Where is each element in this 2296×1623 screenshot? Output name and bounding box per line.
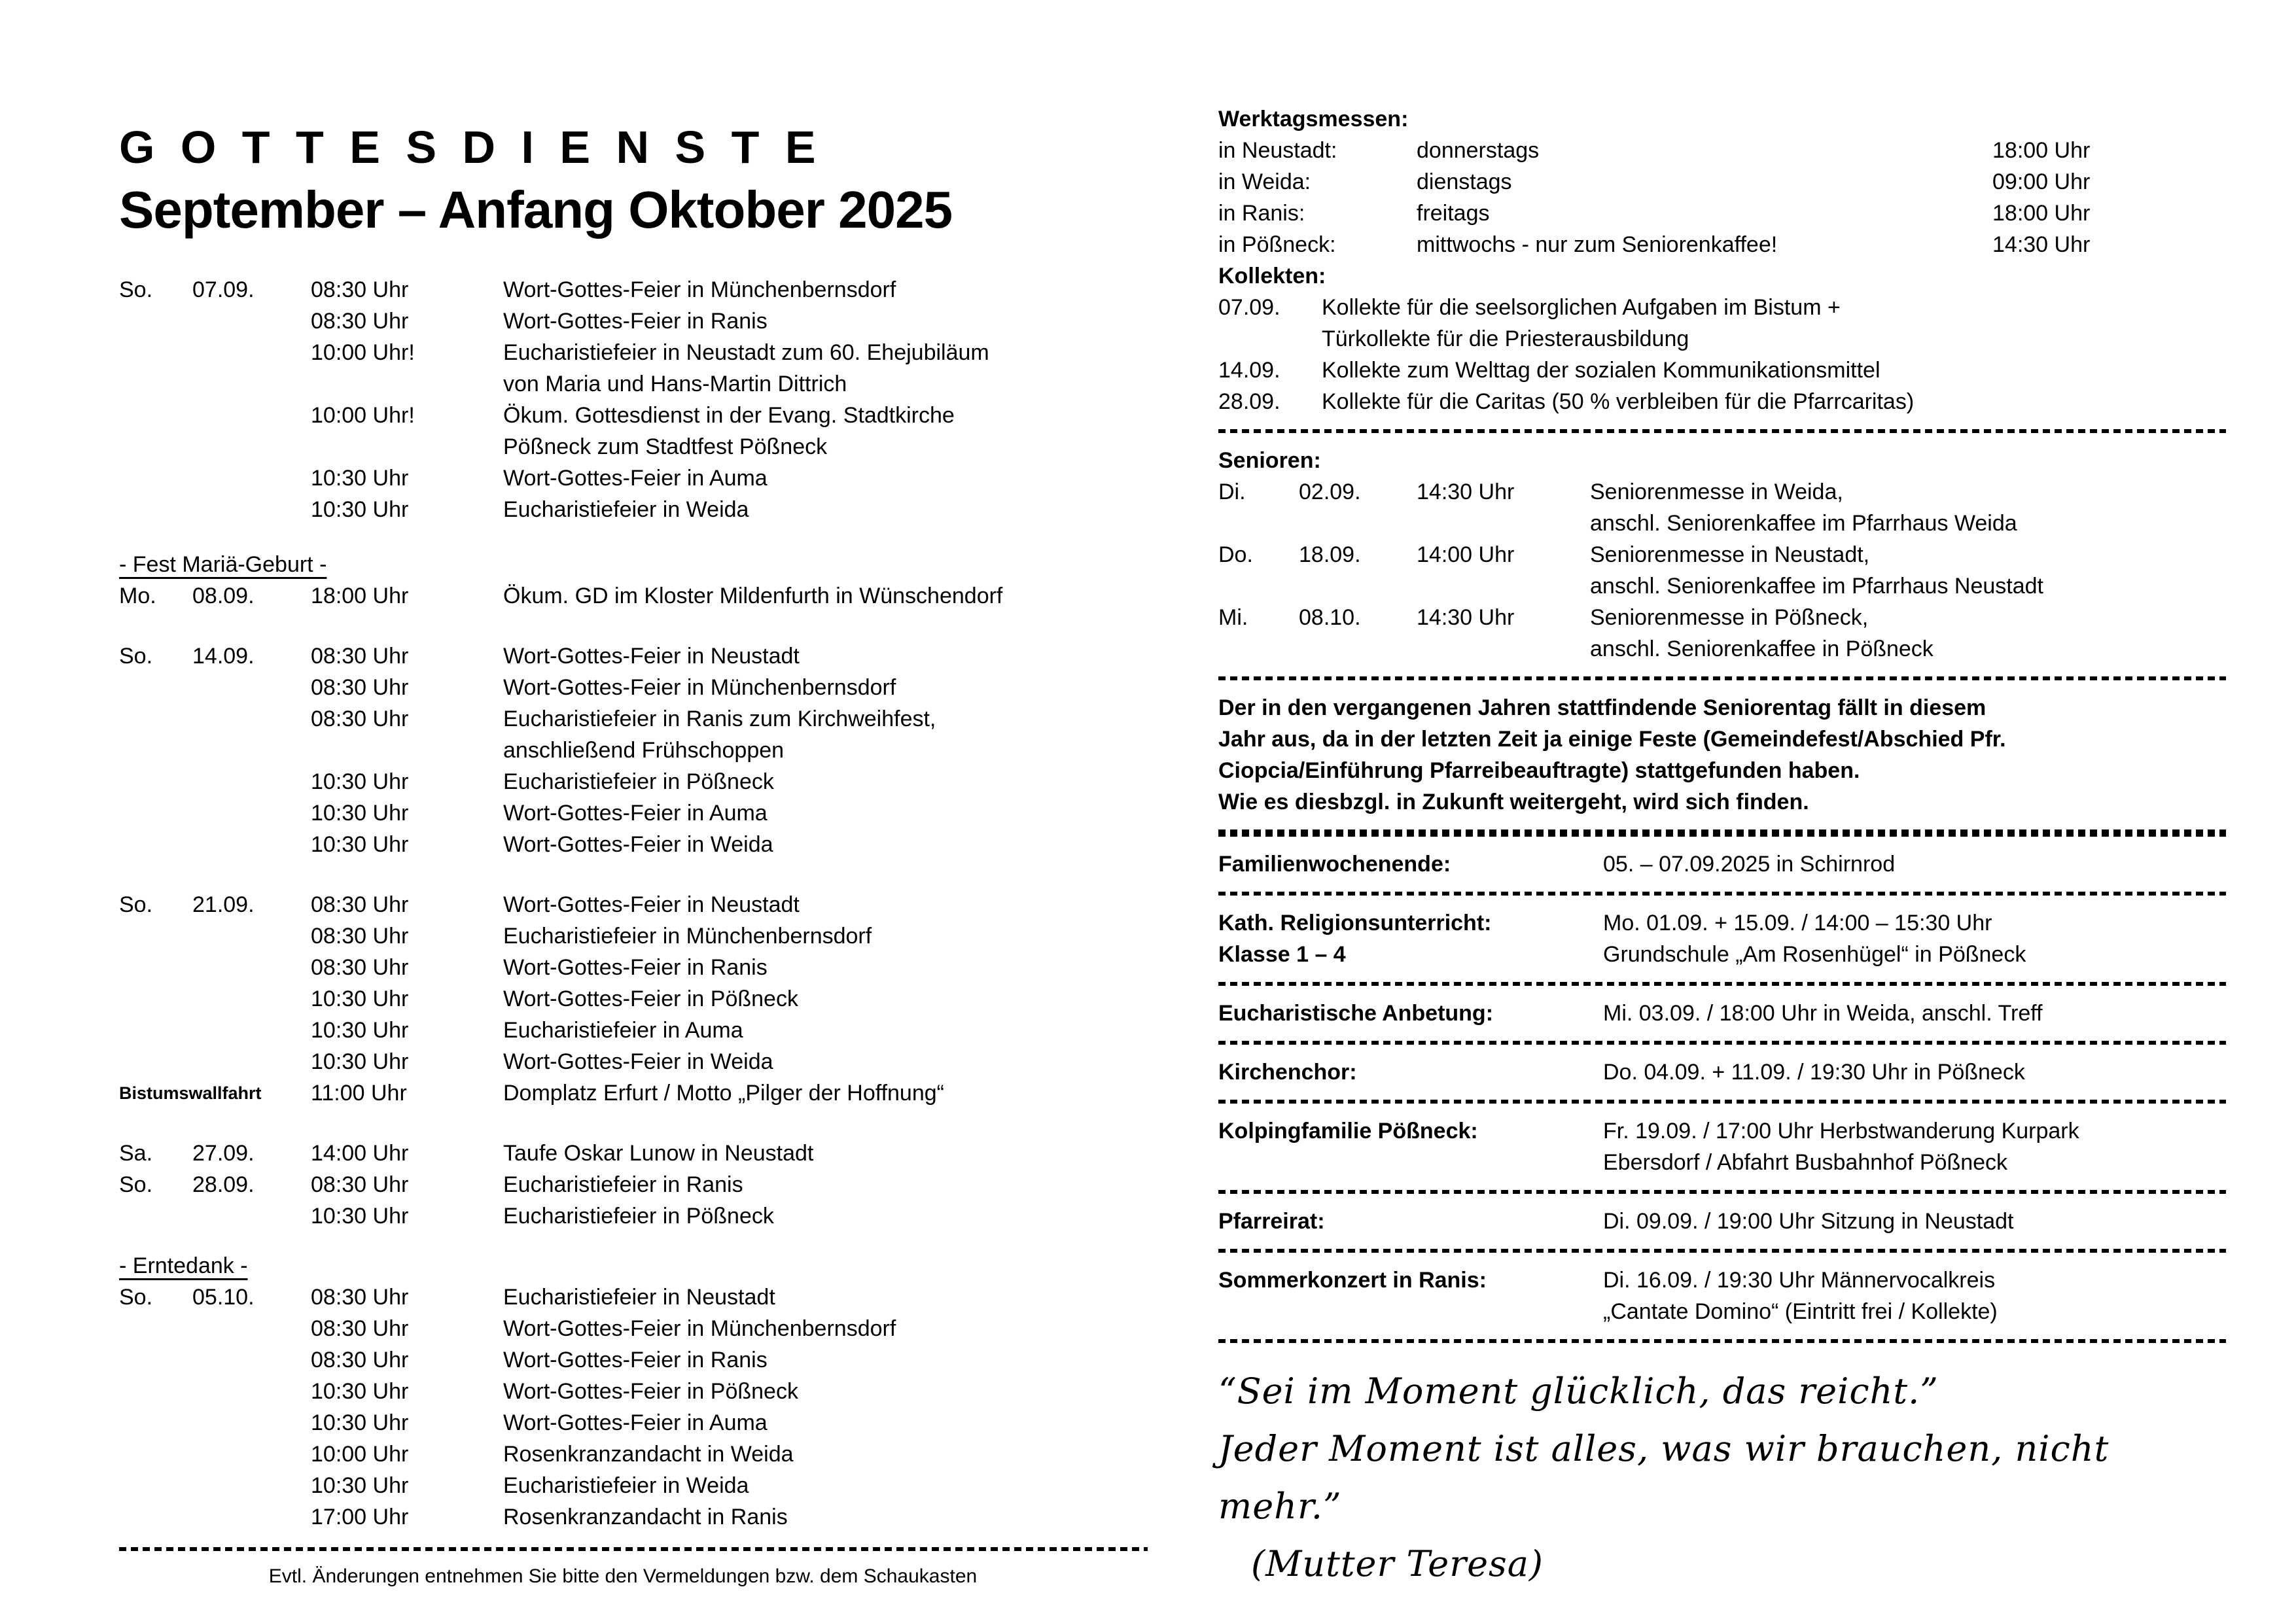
notice-line: Ciopcia/Einführung Pfarreibeauftragte) stattgefunden haben. [1218,758,1860,783]
desc-cell [503,400,1148,462]
day-cell [119,337,192,400]
time-cell: 11:00 Uhr [311,1081,407,1106]
weekday-cell: donnerstags [1417,138,1540,163]
date-cell [192,952,311,983]
info-value-line: Mo. 01.09. + 15.09. / 14:00 – 15:30 Uhr [1603,911,1992,935]
desc-cell: Wort-Gottes-Feier in Auma [503,801,768,826]
desc-cell: Wort-Gottes-Feier in Pößneck [503,1379,798,1404]
weekday-cell: freitags [1417,201,1490,226]
senioren-row [1218,602,2226,665]
desc-cell [503,337,1148,400]
date-cell [192,400,311,462]
time-cell: 10:30 Uhr [311,1473,409,1498]
time-cell: 10:30 Uhr [311,497,409,522]
time-cell: 10:30 Uhr [311,1379,409,1404]
day-cell: So. [119,892,153,917]
date-cell: 27.09. [192,1141,255,1166]
dashed-divider [119,1547,1148,1551]
desc-line: Eucharistiefeier in Neustadt zum 60. Ehejubiläum [503,340,989,365]
services-column [119,121,1148,1590]
day-cell [119,766,192,797]
notice-line: Der in den vergangenen Jahren stattfindende Seniorentag fällt in diesem [1218,695,1987,720]
desc-cell: Wort-Gottes-Feier in Neustadt [503,892,800,917]
date-cell [192,1470,311,1501]
day-cell [119,1439,192,1470]
weekday-mass-row [1218,198,2226,229]
service-group [119,580,1148,612]
kollekte-text: Kollekte zum Welttag der sozialen Kommunikationsmittel [1322,358,1881,383]
notice-line: Wie es diesbzgl. in Zukunft weitergeht, wird sich finden. [1218,790,1809,814]
day-cell [119,462,192,494]
date-cell [192,1376,311,1407]
date-cell [192,766,311,797]
time-cell: 14:30 Uhr [1417,480,1515,504]
desc-cell: Wort-Gottes-Feier in Neustadt [503,644,800,669]
day-cell [119,797,192,829]
desc-line: Ökum. Gottesdienst in der Evang. Stadtkirche [503,403,955,428]
date-cell: 28.09. [1218,389,1280,414]
date-cell [192,494,311,525]
time-cell: 10:00 Uhr! [311,403,415,428]
desc-cell [1590,602,2226,665]
day-cell [119,1015,192,1046]
info-label: Familienwochenende: [1218,852,1451,877]
date-cell [192,1015,311,1046]
desc-line: Seniorenmesse in Neustadt, [1590,542,1870,567]
info-label-line: Kath. Religionsunterricht: [1218,911,1492,935]
desc-cell: Wort-Gottes-Feier in Pößneck [503,986,798,1011]
desc-line: anschl. Seniorenkaffee in Pößneck [1590,637,1934,661]
day-cell: So. [119,1172,153,1197]
weekday-mass-row [1218,135,2226,166]
time-cell: 08:30 Uhr [311,1348,409,1372]
time-cell: 08:30 Uhr [311,955,409,980]
date-cell: 28.09. [192,1172,255,1197]
kollekte-row [1218,386,2226,417]
info-value: Di. 09.09. / 19:00 Uhr Sitzung in Neustadt [1603,1209,2014,1234]
mother-teresa-quote [1218,1363,2226,1593]
day-cell: Mi. [1218,605,1248,630]
kollekte-text [1322,292,2226,355]
senioren-heading: Senioren: [1218,448,1321,473]
info-value: 05. – 07.09.2025 in Schirnrod [1603,852,1896,877]
time-cell: 14:00 Uhr [311,1141,409,1166]
info-label-line: Klasse 1 – 4 [1218,942,1346,967]
desc-cell: Eucharistiefeier in Weida [503,1473,749,1498]
date-cell: 18.09. [1299,542,1361,567]
info-label [1218,907,1603,970]
time-cell: 10:00 Uhr! [311,340,415,365]
desc-line: anschl. Seniorenkaffee im Pfarrhaus Neustadt [1590,574,2043,599]
desc-cell: Wort-Gottes-Feier in Weida [503,832,773,857]
place-cell: in Weida: [1218,169,1311,194]
day-cell [119,1344,192,1376]
werktagsmessen-heading: Werktagsmessen: [1218,107,1409,131]
dashed-divider [1218,1041,2226,1045]
info-label: Kirchenchor: [1218,1060,1357,1085]
desc-line: Pößneck zum Stadtfest Pößneck [503,434,828,459]
time-cell: 08:30 Uhr [311,675,409,700]
section-label-maria-geburt: - Fest Mariä-Geburt - [119,552,327,577]
date-cell [192,305,311,337]
desc-cell: Eucharistiefeier in Münchenbernsdorf [503,924,872,949]
desc-cell: Eucharistiefeier in Ranis [503,1172,743,1197]
date-cell [192,1200,311,1232]
desc-cell: Eucharistiefeier in Weida [503,497,749,522]
day-cell [119,920,192,952]
info-value-line: Grundschule „Am Rosenhügel“ in Pößneck [1603,942,2026,967]
time-cell: 08:30 Uhr [311,707,409,731]
service-group [119,640,1148,860]
section-label-erntedank: - Erntedank - [119,1253,248,1278]
info-value [1603,907,2226,970]
day-cell [119,305,192,337]
time-cell: 14:30 Uhr [1992,232,2091,257]
desc-cell: Eucharistiefeier in Neustadt [503,1285,775,1310]
date-cell [192,1407,311,1439]
time-cell: 14:00 Uhr [1417,542,1515,567]
day-cell [119,952,192,983]
time-cell: 14:30 Uhr [1417,605,1515,630]
footer-note: Evtl. Änderungen entnehmen Sie bitte den Vermeldungen bzw. dem Schaukasten [268,1565,978,1587]
time-cell: 10:30 Uhr [311,801,409,826]
kollekte-text: Kollekte für die Caritas (50 % verbleiben für die Pfarrcaritas) [1322,389,1915,414]
desc-cell: Ökum. GD im Kloster Mildenfurth in Wünschendorf [503,584,1003,608]
dashed-divider [1218,1190,2226,1194]
kollekte-line: Türkollekte für die Priesterausbildung [1322,326,1689,351]
date-cell: 02.09. [1299,480,1361,504]
info-value-line: Fr. 19.09. / 17:00 Uhr Herbstwanderung Kurpark [1603,1119,2079,1143]
date-cell [192,462,311,494]
day-cell [119,1501,192,1533]
day-cell [119,672,192,703]
day-cell [119,1200,192,1232]
time-cell: 09:00 Uhr [1992,169,2091,194]
date-cell: 07.09. [192,277,255,302]
page-subtitle: September – Anfang Oktober 2025 [119,181,953,239]
date-cell [192,1046,311,1077]
day-cell: Sa. [119,1141,153,1166]
weekday-cell: dienstags [1417,169,1512,194]
desc-line: anschl. Seniorenkaffee im Pfarrhaus Weida [1590,511,2017,536]
desc-cell: Rosenkranzandacht in Weida [503,1442,794,1467]
info-value-line: Ebersdorf / Abfahrt Busbahnhof Pößneck [1603,1150,2008,1175]
desc-cell: Wort-Gottes-Feier in Weida [503,1049,773,1074]
time-cell: 10:30 Uhr [311,769,409,794]
date-cell: 14.09. [1218,358,1280,383]
dashed-divider [1218,892,2226,896]
weekday-mass-row [1218,229,2226,260]
desc-cell: Wort-Gottes-Feier in Münchenbernsdorf [503,277,896,302]
info-row-kolpingfamilie [1218,1115,2226,1178]
kollekte-line: Kollekte für die seelsorglichen Aufgaben im Bistum + [1322,295,1841,320]
seniorentag-notice [1218,692,2226,818]
time-cell: 18:00 Uhr [1992,138,2091,163]
date-cell: 21.09. [192,892,255,917]
day-cell [119,1313,192,1344]
place-cell: in Neustadt: [1218,138,1337,163]
date-cell [192,337,311,400]
desc-cell: Domplatz Erfurt / Motto „Pilger der Hoffnung“ [503,1081,944,1106]
date-cell: 08.09. [192,584,255,608]
dashed-divider [1218,1339,2226,1343]
notice-line: Jahr aus, da in der letzten Zeit ja einige Feste (Gemeindefest/Abschied Pfr. [1218,727,2006,752]
date-cell [192,920,311,952]
day-cell: So. [119,644,153,669]
day-cell [119,1470,192,1501]
dashed-divider [1218,429,2226,433]
time-cell: 18:00 Uhr [311,584,409,608]
desc-cell: Wort-Gottes-Feier in Ranis [503,1348,768,1372]
desc-cell: Rosenkranzandacht in Ranis [503,1505,788,1529]
desc-line: Seniorenmesse in Pößneck, [1590,605,1869,630]
day-cell: Di. [1218,480,1246,504]
info-value: Do. 04.09. + 11.09. / 19:30 Uhr in Pößneck [1603,1060,2025,1085]
day-cell [119,703,192,766]
info-row-kirchenchor [1218,1056,2226,1088]
desc-cell: Wort-Gottes-Feier in Auma [503,466,768,491]
time-cell: 08:30 Uhr [311,277,409,302]
time-cell: 18:00 Uhr [1992,201,2091,226]
date-cell: 08.10. [1299,605,1361,630]
desc-cell: Wort-Gottes-Feier in Münchenbernsdorf [503,1316,896,1341]
date-cell [192,672,311,703]
time-cell: 08:30 Uhr [311,309,409,334]
place-cell: in Pößneck: [1218,232,1336,257]
desc-line: anschließend Frühschoppen [503,738,785,763]
quote-attribution: (Mutter Teresa) [1251,1543,1544,1584]
day-cell: Do. [1218,542,1253,567]
date-cell: 14.09. [192,644,255,669]
desc-cell: Wort-Gottes-Feier in Münchenbernsdorf [503,675,896,700]
service-group [119,889,1148,1109]
announcements-column [1218,103,2226,1593]
day-cell [119,1376,192,1407]
desc-cell [1590,476,2226,539]
date-cell [192,1501,311,1533]
time-cell: 10:30 Uhr [311,1204,409,1229]
time-cell: 10:00 Uhr [311,1442,409,1467]
time-cell: 10:30 Uhr [311,832,409,857]
day-cell [119,1407,192,1439]
desc-cell: Eucharistiefeier in Pößneck [503,1204,774,1229]
date-cell [192,1439,311,1470]
weekday-cell: mittwochs - nur zum Seniorenkaffee! [1417,232,1778,257]
time-cell: 17:00 Uhr [311,1505,409,1529]
info-value [1603,1265,2226,1327]
info-label: Sommerkonzert in Ranis: [1218,1268,1487,1293]
quote-line: “Sei im Moment glücklich, das reicht.” [1218,1370,1939,1412]
day-cell [119,829,192,860]
place-cell: in Ranis: [1218,201,1305,226]
info-row-anbetung [1218,998,2226,1029]
date-cell [192,1313,311,1344]
day-cell: So. [119,1285,153,1310]
page-title: G O T T E S D I E N S T E [119,122,822,173]
dashed-divider [1218,1100,2226,1104]
date-cell [192,703,311,766]
day-cell: Mo. [119,584,156,608]
dashed-divider [1218,676,2226,680]
time-cell: 08:30 Uhr [311,1172,409,1197]
info-value-line: Di. 16.09. / 19:30 Uhr Männervocalkreis [1603,1268,1996,1293]
quote-line: Jeder Moment ist alles, was wir brauchen, nicht mehr.” [1218,1428,2110,1527]
service-group [119,1138,1148,1232]
desc-cell: Eucharistiefeier in Auma [503,1018,743,1043]
date-cell [192,797,311,829]
date-cell [192,1344,311,1376]
weekday-mass-row [1218,166,2226,198]
service-group [119,1282,1148,1533]
desc-cell [1590,539,2226,602]
info-label: Pfarreirat: [1218,1209,1325,1234]
day-cell: So. [119,277,153,302]
dashed-divider [1218,982,2226,986]
time-cell: 10:30 Uhr [311,986,409,1011]
info-row-sommerkonzert [1218,1265,2226,1327]
desc-cell: Eucharistiefeier in Pößneck [503,769,774,794]
kollekte-row [1218,292,2226,355]
day-cell [119,494,192,525]
bistumswallfahrt-label: Bistumswallfahrt [119,1083,262,1103]
desc-line: Eucharistiefeier in Ranis zum Kirchweihfest, [503,707,936,731]
desc-cell: Wort-Gottes-Feier in Auma [503,1410,768,1435]
kollekten-heading: Kollekten: [1218,264,1326,288]
service-group [119,274,1148,525]
senioren-row [1218,476,2226,539]
date-cell: 07.09. [1218,295,1280,320]
desc-line: Seniorenmesse in Weida, [1590,480,1843,504]
date-cell [192,829,311,860]
day-cell [119,983,192,1015]
time-cell: 10:30 Uhr [311,1018,409,1043]
time-cell: 08:30 Uhr [311,924,409,949]
time-cell: 08:30 Uhr [311,892,409,917]
time-cell: 08:30 Uhr [311,644,409,669]
time-cell: 10:30 Uhr [311,1049,409,1074]
date-cell: 05.10. [192,1285,255,1310]
info-row-pfarreirat [1218,1206,2226,1237]
info-label: Eucharistische Anbetung: [1218,1001,1494,1026]
desc-line: von Maria und Hans-Martin Dittrich [503,372,847,396]
info-row-religionsunterricht [1218,907,2226,970]
info-value [1603,1115,2226,1178]
time-cell: 10:30 Uhr [311,466,409,491]
desc-cell: Wort-Gottes-Feier in Ranis [503,309,768,334]
day-cell [119,1046,192,1077]
kollekte-row [1218,355,2226,386]
info-value: Mi. 03.09. / 18:00 Uhr in Weida, anschl. Treff [1603,1001,2043,1026]
info-row-familienwochenende [1218,848,2226,880]
time-cell: 08:30 Uhr [311,1316,409,1341]
desc-cell: Taufe Oskar Lunow in Neustadt [503,1141,814,1166]
info-label: Kolpingfamilie Pößneck: [1218,1119,1478,1143]
day-cell [119,400,192,462]
senioren-row [1218,539,2226,602]
desc-cell: Wort-Gottes-Feier in Ranis [503,955,768,980]
info-value-line: „Cantate Domino“ (Eintritt frei / Kollekte) [1603,1299,1998,1324]
date-cell [192,983,311,1015]
time-cell: 08:30 Uhr [311,1285,409,1310]
dashed-divider [1218,1249,2226,1253]
desc-cell [503,703,1148,766]
dashed-divider-bold [1218,829,2226,837]
time-cell: 10:30 Uhr [311,1410,409,1435]
